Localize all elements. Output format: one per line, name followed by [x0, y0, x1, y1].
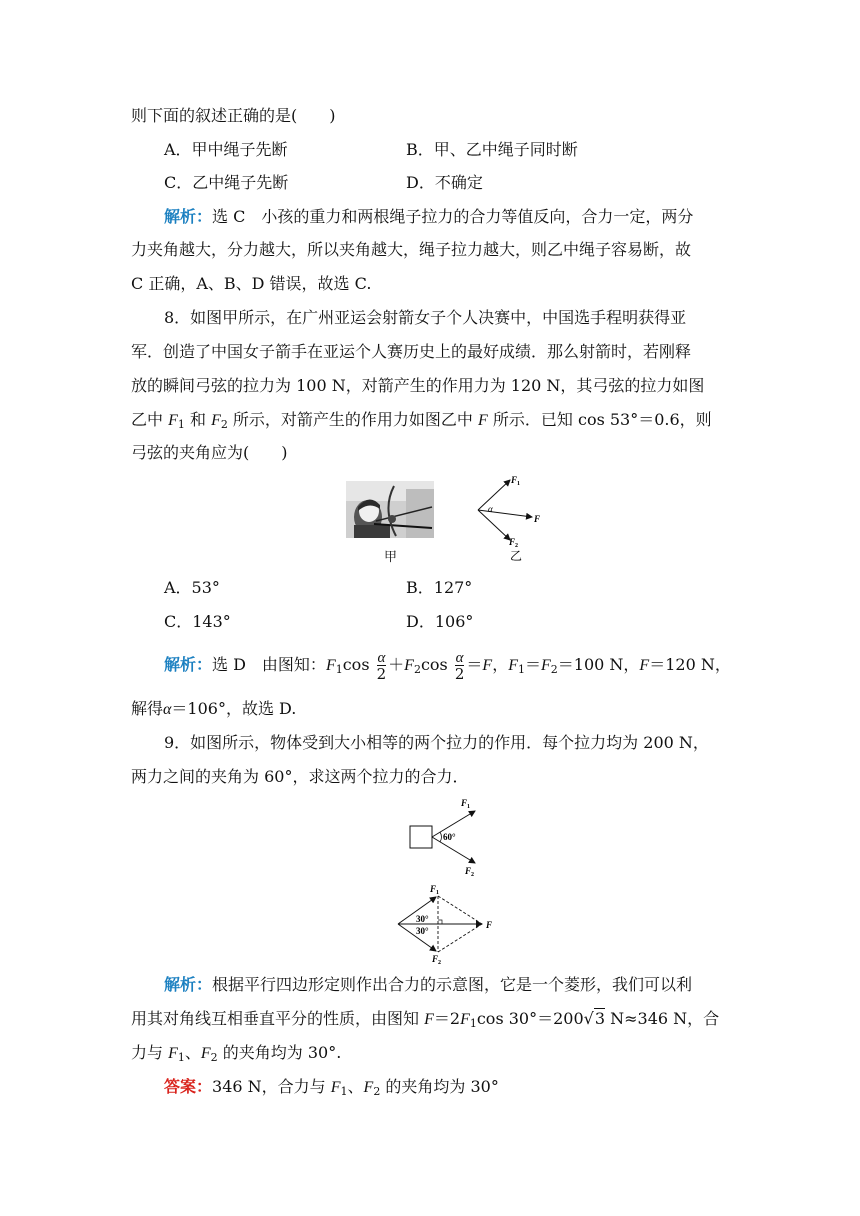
dashed-side: [438, 896, 482, 924]
label-f: F: [534, 514, 541, 524]
q9-stem-line1: 9．如图所示，物体受到大小相等的两个拉力的作用．每个拉力均为 200 N，: [164, 733, 709, 752]
q8-stem-line1: 8．如图甲所示，在广州亚运会射箭女子个人决赛中，中国选手程明获得亚: [164, 308, 687, 327]
q8-option-a: A．53°: [164, 578, 220, 597]
force-f2-arrow: [478, 510, 510, 540]
label-f: F: [486, 920, 493, 930]
q7-analysis-line1: [164, 207, 693, 227]
label-angle-30-top: 30°: [416, 914, 429, 924]
q8-stem-line4: 乙中 $F_1$ 和 $F_2$ 所示，对箭产生的作用力如图乙中 F 所示．已知 cos 53°＝0.6，则: [131, 410, 712, 431]
q8-option-d: D．106°: [406, 612, 474, 631]
force-f-arrow: [478, 510, 532, 517]
analysis-label: 解析：: [164, 207, 213, 226]
label-f2: $F_2$: [432, 954, 442, 966]
object-block: [410, 826, 432, 848]
right-angle-mark: [438, 920, 442, 924]
q9-stem-line2: 两力之间的夹角为 60°，求这两个拉力的合力．: [131, 767, 469, 786]
q8-analysis-line2: 解得α＝106°，故选 D.: [131, 699, 297, 718]
q8-stem-line5: 弓弦的夹角应为( ): [131, 443, 288, 462]
bowstring-force-diagram: [468, 470, 558, 565]
fig-yi-caption: 乙: [510, 549, 523, 563]
label-angle-60: 60°: [443, 832, 456, 842]
q8-analysis-line1: 解析：选 D 由图知：$F_1\cos$ $\frac{\alpha}{2}$ $+F_2\cos$ $\frac{\alpha}{2}$ ＝F，$F_1=F_2=100$ N，F＝120 N，: [164, 649, 731, 683]
q7-analysis-line2: 力夹角越大，分力越大，所以夹角越大，绳子拉力越大，则乙中绳子容易断，故: [131, 240, 692, 259]
analysis-label: 解析：: [164, 975, 213, 994]
dashed-side: [438, 924, 482, 952]
label-alpha: α: [488, 504, 493, 514]
label-f2: $F_2$: [465, 866, 475, 878]
q8-stem-line2: 军．创造了中国女子箭手在亚运个人赛历史上的最好成绩．那么射箭时，若刚释: [131, 342, 692, 361]
rhombus-diagram: [390, 882, 500, 966]
q8-option-c: C．143°: [164, 612, 231, 631]
label-f1: $F_1$: [461, 798, 471, 810]
q7-option-d: D．不确定: [406, 173, 483, 192]
analysis-text: 选 C 小孩的重力和两根绳子拉力的合力等值反向，合力一定，两分: [212, 207, 694, 226]
q9-analysis-line2: 用其对角线互相垂直平分的性质，由图知 $F=2F_1\cos$ 30°＝200√3 N≈346 N，合: [131, 1009, 720, 1030]
q7-option-a: A．甲中绳子先断: [164, 140, 288, 159]
force-f1-arrow: [478, 480, 510, 510]
label-angle-30-bottom: 30°: [416, 926, 429, 936]
label-f2: $F_2$: [509, 537, 519, 549]
label-f1: $F_1$: [430, 884, 440, 896]
q7-stem-end: 则下面的叙述正确的是( ): [131, 106, 336, 125]
q9-analysis-line1: 解析：根据平行四边形定则作出合力的示意图，它是一个菱形，我们可以利: [164, 975, 693, 994]
q7-analysis-line3: C 正确，A、B、D 错误，故选 C.: [131, 274, 372, 293]
label-f1: $F_1$: [511, 475, 521, 487]
answer-label: 答案：: [164, 1077, 213, 1096]
q9-answer: 答案：346 N，合力与 $F_1$、$F_2$ 的夹角均为 30°: [164, 1077, 499, 1098]
archer-photo: [346, 481, 434, 538]
q9-analysis-line3: 力与 $F_1$、$F_2$ 的夹角均为 30°.: [131, 1043, 342, 1064]
archer-photo-drawing: [346, 481, 434, 538]
q8-option-b: B．127°: [406, 578, 473, 597]
q8-stem-line3: 放的瞬间弓弦的拉力为 100 N，对箭产生的作用力为 120 N，其弓弦的拉力如图: [131, 376, 705, 395]
q7-option-b: B．甲、乙中绳子同时断: [406, 140, 578, 159]
two-forces-diagram: [405, 795, 495, 879]
fraction-alpha-over-2: $\frac{\alpha}{2}$: [376, 649, 387, 683]
fig-jia-caption: 甲: [384, 550, 398, 565]
analysis-label: 解析：: [164, 655, 213, 674]
q7-option-c: C．乙中绳子先断: [164, 173, 289, 192]
fraction-alpha-over-2: $\frac{\alpha}{2}$: [454, 649, 465, 683]
